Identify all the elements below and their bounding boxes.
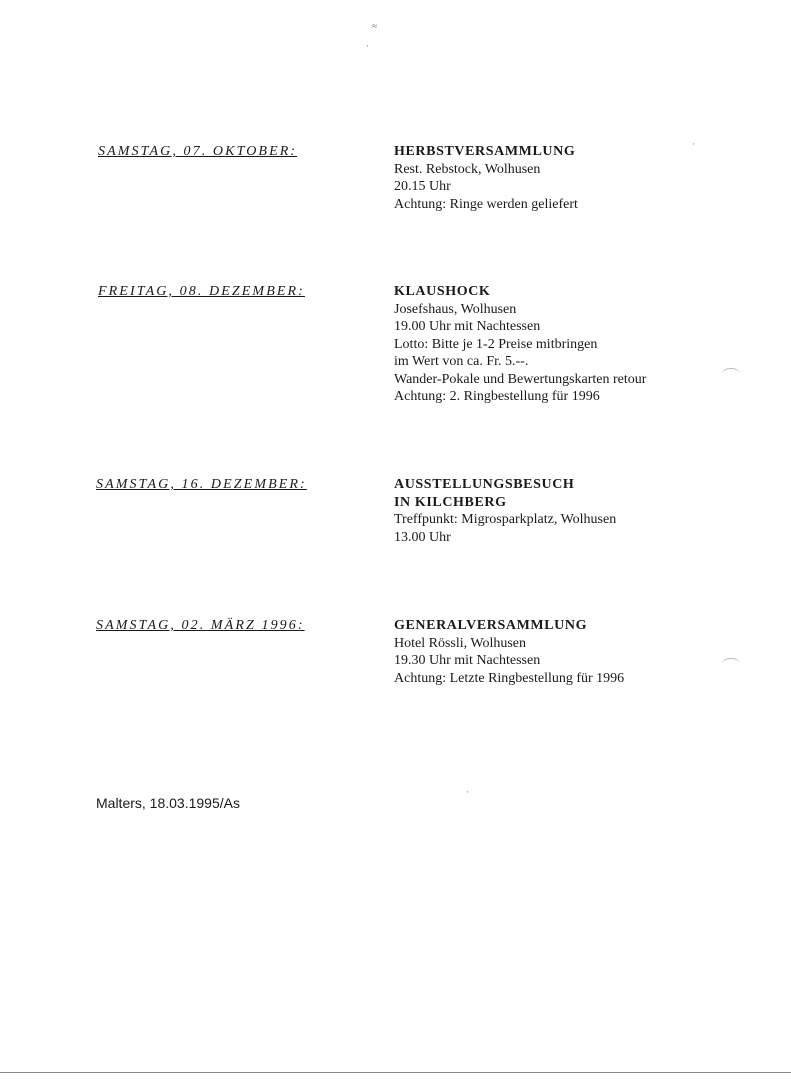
event-details xyxy=(394,283,646,406)
scan-mark: · xyxy=(692,139,695,149)
event-title: HERBSTVERSAMMLUNG xyxy=(394,144,576,159)
event-date: SAMSTAG, 02. MÄRZ 1996: xyxy=(96,618,305,633)
event-details xyxy=(394,617,624,687)
scan-mark: · xyxy=(466,787,469,797)
event-title-continued: IN KILCHBERG xyxy=(394,494,507,510)
event-date: SAMSTAG, 16. DEZEMBER: xyxy=(96,477,307,492)
event-note: Achtung: 2. Ringbestellung für 1996 xyxy=(394,389,600,404)
event-location: Rest. Rebstock, Wolhusen xyxy=(394,161,541,177)
event-note: Lotto: Bitte je 1-2 Preise mitbringen xyxy=(394,336,598,352)
event-time: 19.30 Uhr mit Nachtessen xyxy=(394,653,541,668)
event-title: GENERALVERSAMMLUNG xyxy=(394,618,588,633)
page-bottom-edge xyxy=(0,1072,791,1073)
event-note: Achtung: Ringe werden geliefert xyxy=(394,196,578,212)
event-note: Achtung: Letzte Ringbestellung für 1996 xyxy=(394,670,625,686)
event-time: 19.00 Uhr mit Nachtessen xyxy=(394,319,541,334)
event-time: 20.15 Uhr xyxy=(394,179,451,194)
event-location: Josefshaus, Wolhusen xyxy=(394,301,517,317)
event-location: Hotel Rössli, Wolhusen xyxy=(394,635,527,651)
event-details xyxy=(394,476,616,546)
scan-mark: ≈ xyxy=(372,21,377,31)
event-date: SAMSTAG, 07. OKTOBER: xyxy=(98,144,298,159)
document-footer: Malters, 18.03.1995/As xyxy=(96,795,240,811)
scan-mark: · xyxy=(366,41,369,51)
scan-edge-mark xyxy=(722,368,740,379)
event-note: im Wert von ca. Fr. 5.--. xyxy=(394,354,529,369)
event-title: KLAUSHOCK xyxy=(394,284,491,299)
event-title: AUSSTELLUNGSBESUCH xyxy=(394,477,575,492)
event-note: Wander-Pokale und Bewertungskarten retour xyxy=(394,371,647,387)
event-location: Treffpunkt: Migrosparkplatz, Wolhusen xyxy=(394,512,617,527)
scan-edge-mark xyxy=(722,658,740,669)
event-details xyxy=(394,143,578,213)
event-time: 13.00 Uhr xyxy=(394,529,451,545)
event-date: FREITAG, 08. DEZEMBER: xyxy=(98,284,305,299)
